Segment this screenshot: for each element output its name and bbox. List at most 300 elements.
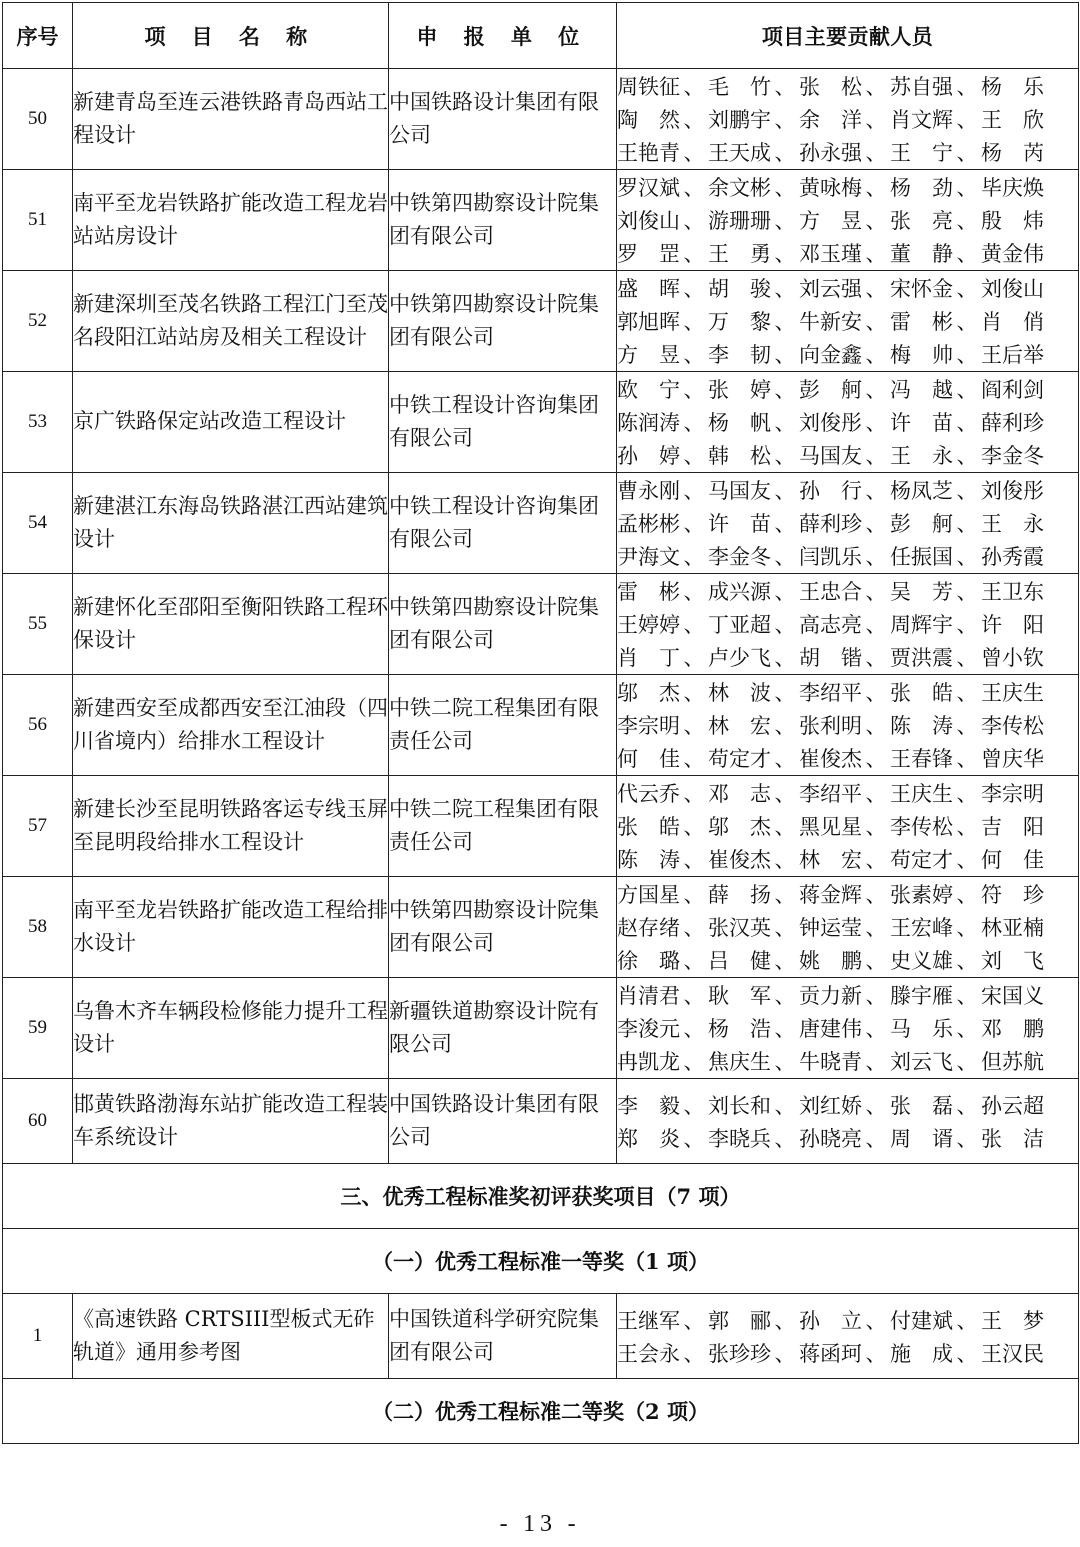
separator: 、 bbox=[774, 1341, 796, 1366]
page-number: - 13 - bbox=[499, 1511, 581, 1537]
contributor-name: 孟彬彬 bbox=[617, 512, 680, 536]
applicant-unit: 中铁第四勘察设计院集团有限公司 bbox=[389, 574, 617, 675]
contributor-line bbox=[617, 439, 1078, 472]
contributor-name: 蒋金辉 bbox=[799, 883, 862, 907]
project-name: 新建西安至成都西安至江油段（四川省境内）给排水工程设计 bbox=[73, 675, 389, 776]
contributor-name: 王艳青 bbox=[617, 141, 680, 165]
table-row bbox=[3, 1294, 1079, 1379]
contributor-name: 张 磊 bbox=[890, 1093, 953, 1118]
contributor-line bbox=[617, 373, 1078, 406]
row-number: 55 bbox=[3, 574, 73, 675]
row-number: 56 bbox=[3, 675, 73, 776]
separator: 、 bbox=[683, 815, 705, 839]
table-row bbox=[3, 473, 1079, 574]
project-name: 南平至龙岩铁路扩能改造工程给排水设计 bbox=[73, 877, 389, 978]
contributor-name: 梅 帅 bbox=[890, 343, 953, 367]
contributor-name: 李传松 bbox=[981, 714, 1044, 738]
separator: 、 bbox=[865, 613, 887, 637]
contributor-name: 曹永刚 bbox=[617, 479, 680, 503]
separator: 、 bbox=[683, 782, 705, 806]
contributor-name: 肖 俏 bbox=[981, 310, 1044, 334]
separator: 、 bbox=[774, 984, 796, 1008]
separator: 、 bbox=[865, 984, 887, 1008]
contributor-name: 马 乐 bbox=[890, 1017, 953, 1041]
contributor-name: 宋怀金 bbox=[890, 277, 953, 301]
contributors-cell bbox=[617, 978, 1079, 1079]
contributor-line bbox=[617, 878, 1078, 911]
contributor-name: 付建斌 bbox=[890, 1308, 953, 1333]
contributor-line bbox=[617, 944, 1078, 977]
separator: 、 bbox=[683, 108, 705, 132]
separator: 、 bbox=[865, 580, 887, 604]
contributor-name: 张 松 bbox=[799, 75, 862, 99]
contributor-name: 毛 竹 bbox=[708, 75, 771, 99]
contributor-name: 万 黎 bbox=[708, 310, 771, 334]
separator: 、 bbox=[683, 75, 705, 99]
contributor-name: 张 亮 bbox=[890, 209, 953, 233]
row-number: 60 bbox=[3, 1079, 73, 1164]
project-name: 新建深圳至茂名铁路工程江门至茂名段阳江站站房及相关工程设计 bbox=[73, 271, 389, 372]
contributor-name: 雷 彬 bbox=[617, 580, 680, 604]
contributor-name: 崔俊杰 bbox=[708, 848, 771, 872]
contributor-name: 王后举 bbox=[981, 343, 1044, 367]
separator: 、 bbox=[683, 545, 705, 569]
contributors-cell bbox=[617, 574, 1079, 675]
contributor-name: 卢少飞 bbox=[708, 646, 771, 670]
contributors-cell bbox=[617, 675, 1079, 776]
separator: 、 bbox=[774, 916, 796, 940]
contributor-name: 冯 越 bbox=[890, 378, 953, 402]
contributor-name: 杨 帆 bbox=[708, 411, 771, 435]
separator: 、 bbox=[865, 411, 887, 435]
separator: 、 bbox=[865, 1050, 887, 1074]
contributor-line bbox=[617, 136, 1078, 169]
contributor-name: 张素婷 bbox=[890, 883, 953, 907]
contributor-name: 何 佳 bbox=[617, 747, 680, 771]
contributor-line bbox=[617, 305, 1078, 338]
separator: 、 bbox=[683, 1050, 705, 1074]
separator: 、 bbox=[774, 646, 796, 670]
contributor-name: 张 婷 bbox=[708, 378, 771, 402]
separator: 、 bbox=[683, 580, 705, 604]
contributor-name: 李绍平 bbox=[799, 681, 862, 705]
contributor-line bbox=[617, 911, 1078, 944]
contributor-name: 李 韧 bbox=[708, 343, 771, 367]
separator: 、 bbox=[956, 141, 978, 165]
contributor-name: 任振国 bbox=[890, 545, 953, 569]
contributor-line bbox=[617, 641, 1078, 674]
separator: 、 bbox=[865, 343, 887, 367]
separator: 、 bbox=[774, 444, 796, 468]
contributor-name: 余 洋 bbox=[799, 108, 862, 132]
contributor-name: 许 苗 bbox=[708, 512, 771, 536]
contributor-name: 周辉宇 bbox=[890, 613, 953, 637]
subsection-second-prize: （二）优秀工程标准二等奖（2 项） bbox=[3, 1379, 1079, 1444]
separator: 、 bbox=[956, 1017, 978, 1041]
contributor-name: 陈润涛 bbox=[617, 411, 680, 435]
separator: 、 bbox=[774, 1050, 796, 1074]
subsection-first-prize-row bbox=[3, 1229, 1079, 1294]
table-row bbox=[3, 1079, 1079, 1164]
project-name: 新建青岛至连云港铁路青岛西站工程设计 bbox=[73, 69, 389, 170]
contributor-name: 方 昱 bbox=[617, 343, 680, 367]
contributor-name: 陶 然 bbox=[617, 108, 680, 132]
contributor-name: 高志亮 bbox=[799, 613, 862, 637]
project-name: 新建怀化至邵阳至衡阳铁路工程环保设计 bbox=[73, 574, 389, 675]
contributors-cell bbox=[617, 776, 1079, 877]
contributor-name: 苟定才 bbox=[708, 747, 771, 771]
separator: 、 bbox=[956, 479, 978, 503]
separator: 、 bbox=[956, 1093, 978, 1118]
separator: 、 bbox=[956, 916, 978, 940]
separator: 、 bbox=[956, 242, 978, 266]
separator: 、 bbox=[683, 141, 705, 165]
contributor-name: 邓 志 bbox=[708, 782, 771, 806]
separator: 、 bbox=[956, 883, 978, 907]
separator: 、 bbox=[774, 378, 796, 402]
separator: 、 bbox=[865, 1126, 887, 1151]
contributor-name: 贾洪震 bbox=[890, 646, 953, 670]
separator: 、 bbox=[774, 815, 796, 839]
contributor-line bbox=[617, 676, 1078, 709]
contributor-name: 罗 罡 bbox=[617, 242, 680, 266]
separator: 、 bbox=[956, 343, 978, 367]
project-name: 新建湛江东海岛铁路湛江西站建筑设计 bbox=[73, 473, 389, 574]
contributor-name: 吴 芳 bbox=[890, 580, 953, 604]
separator: 、 bbox=[865, 916, 887, 940]
separator: 、 bbox=[683, 949, 705, 973]
contributor-name: 胡 骏 bbox=[708, 277, 771, 301]
contributor-name: 郭 郦 bbox=[708, 1308, 771, 1333]
separator: 、 bbox=[774, 479, 796, 503]
contributor-line bbox=[617, 1088, 1078, 1121]
contributor-name: 杨 乐 bbox=[981, 75, 1044, 99]
row-number: 51 bbox=[3, 170, 73, 271]
contributor-name: 李宗明 bbox=[617, 714, 680, 738]
separator: 、 bbox=[683, 646, 705, 670]
contributor-name: 符 珍 bbox=[981, 883, 1044, 907]
contributor-line bbox=[617, 1012, 1078, 1045]
applicant-unit: 中国铁路设计集团有限公司 bbox=[389, 69, 617, 170]
separator: 、 bbox=[865, 747, 887, 771]
contributor-name: 邓 鹏 bbox=[981, 1017, 1044, 1041]
separator: 、 bbox=[865, 714, 887, 738]
project-name: 新建长沙至昆明铁路客运专线玉屏至昆明段给排水工程设计 bbox=[73, 776, 389, 877]
separator: 、 bbox=[865, 479, 887, 503]
contributor-name: 林 宏 bbox=[708, 714, 771, 738]
applicant-unit: 中铁第四勘察设计院集团有限公司 bbox=[389, 877, 617, 978]
separator: 、 bbox=[956, 815, 978, 839]
contributor-name: 杨凤芝 bbox=[890, 479, 953, 503]
contributor-name: 牛晓青 bbox=[799, 1050, 862, 1074]
contributor-name: 王会永 bbox=[617, 1341, 680, 1366]
contributor-name: 薛利珍 bbox=[981, 411, 1044, 435]
separator: 、 bbox=[956, 613, 978, 637]
contributor-name: 胡 锴 bbox=[799, 646, 862, 670]
separator: 、 bbox=[774, 782, 796, 806]
contributors-cell bbox=[617, 473, 1079, 574]
contributor-name: 史义雄 bbox=[890, 949, 953, 973]
contributor-name: 焦庆生 bbox=[708, 1050, 771, 1074]
contributor-name: 周 谞 bbox=[890, 1126, 953, 1151]
table-row bbox=[3, 372, 1079, 473]
contributor-name: 邬 杰 bbox=[617, 681, 680, 705]
separator: 、 bbox=[956, 848, 978, 872]
contributor-name: 李金冬 bbox=[981, 444, 1044, 468]
table-row bbox=[3, 574, 1079, 675]
contributor-name: 王卫东 bbox=[981, 580, 1044, 604]
contributor-line bbox=[617, 406, 1078, 439]
separator: 、 bbox=[956, 580, 978, 604]
separator: 、 bbox=[683, 714, 705, 738]
project-name: 邯黄铁路渤海东站扩能改造工程装车系统设计 bbox=[73, 1079, 389, 1164]
row-number: 50 bbox=[3, 69, 73, 170]
contributor-name: 黑见星 bbox=[799, 815, 862, 839]
row-number: 59 bbox=[3, 978, 73, 1079]
contributor-name: 吉 阳 bbox=[981, 815, 1044, 839]
separator: 、 bbox=[774, 310, 796, 334]
separator: 、 bbox=[774, 949, 796, 973]
separator: 、 bbox=[865, 141, 887, 165]
table-row bbox=[3, 675, 1079, 776]
applicant-unit: 中铁二院工程集团有限责任公司 bbox=[389, 776, 617, 877]
contributor-name: 邓玉瑾 bbox=[799, 242, 862, 266]
separator: 、 bbox=[956, 444, 978, 468]
separator: 、 bbox=[774, 512, 796, 536]
separator: 、 bbox=[683, 916, 705, 940]
contributor-name: 刘俊山 bbox=[981, 277, 1044, 301]
contributor-line bbox=[617, 70, 1078, 103]
contributors-cell bbox=[617, 372, 1079, 473]
contributor-name: 孙云超 bbox=[981, 1093, 1044, 1118]
contributor-name: 王宏峰 bbox=[890, 916, 953, 940]
contributor-name: 张 皓 bbox=[617, 815, 680, 839]
subsection-first-prize: （一）优秀工程标准一等奖（1 项） bbox=[3, 1229, 1079, 1294]
contributor-name: 闫凯乐 bbox=[799, 545, 862, 569]
contributor-name: 马国友 bbox=[799, 444, 862, 468]
applicant-unit: 中铁第四勘察设计院集团有限公司 bbox=[389, 170, 617, 271]
row-number: 1 bbox=[3, 1294, 73, 1379]
contributor-name: 施 成 bbox=[890, 1341, 953, 1366]
separator: 、 bbox=[683, 747, 705, 771]
separator: 、 bbox=[774, 1093, 796, 1118]
applicant-unit: 中铁工程设计咨询集团有限公司 bbox=[389, 473, 617, 574]
contributor-name: 李宗明 bbox=[981, 782, 1044, 806]
contributor-name: 游珊珊 bbox=[708, 209, 771, 233]
contributor-name: 孙 行 bbox=[799, 479, 862, 503]
applicant-unit: 中国铁路设计集团有限公司 bbox=[389, 1079, 617, 1164]
contributor-name: 刘俊彤 bbox=[799, 411, 862, 435]
separator: 、 bbox=[956, 646, 978, 670]
contributor-line bbox=[617, 237, 1078, 270]
separator: 、 bbox=[774, 545, 796, 569]
separator: 、 bbox=[865, 378, 887, 402]
table-row bbox=[3, 69, 1079, 170]
contributor-name: 向金鑫 bbox=[799, 343, 862, 367]
header-contributors: 项目主要贡献人员 bbox=[617, 3, 1079, 69]
contributor-name: 薛利珍 bbox=[799, 512, 862, 536]
contributor-name: 雷 彬 bbox=[890, 310, 953, 334]
contributor-name: 李传松 bbox=[890, 815, 953, 839]
contributor-name: 苏自强 bbox=[890, 75, 953, 99]
contributor-line bbox=[617, 507, 1078, 540]
contributors-cell bbox=[617, 271, 1079, 372]
contributor-name: 牛新安 bbox=[799, 310, 862, 334]
award-table bbox=[2, 2, 1079, 1444]
contributor-name: 唐建伟 bbox=[799, 1017, 862, 1041]
separator: 、 bbox=[865, 545, 887, 569]
separator: 、 bbox=[956, 1308, 978, 1333]
separator: 、 bbox=[956, 681, 978, 705]
contributor-name: 尹海文 bbox=[617, 545, 680, 569]
contributor-name: 盛 晖 bbox=[617, 277, 680, 301]
separator: 、 bbox=[774, 1308, 796, 1333]
contributor-name: 郭旭晖 bbox=[617, 310, 680, 334]
contributor-name: 马国友 bbox=[708, 479, 771, 503]
separator: 、 bbox=[683, 1017, 705, 1041]
separator: 、 bbox=[683, 277, 705, 301]
contributor-name: 王春锋 bbox=[890, 747, 953, 771]
separator: 、 bbox=[865, 444, 887, 468]
contributor-line bbox=[617, 474, 1078, 507]
separator: 、 bbox=[683, 512, 705, 536]
separator: 、 bbox=[865, 815, 887, 839]
separator: 、 bbox=[865, 277, 887, 301]
separator: 、 bbox=[683, 984, 705, 1008]
contributor-name: 王 梦 bbox=[981, 1308, 1044, 1333]
separator: 、 bbox=[956, 310, 978, 334]
separator: 、 bbox=[774, 1126, 796, 1151]
contributor-name: 殷 炜 bbox=[981, 209, 1044, 233]
contributor-name: 薛 扬 bbox=[708, 883, 771, 907]
separator: 、 bbox=[774, 75, 796, 99]
contributor-line bbox=[617, 575, 1078, 608]
contributor-line bbox=[617, 742, 1078, 775]
separator: 、 bbox=[956, 984, 978, 1008]
separator: 、 bbox=[774, 176, 796, 200]
separator: 、 bbox=[865, 176, 887, 200]
contributor-line bbox=[617, 103, 1078, 136]
contributor-name: 杨 芮 bbox=[981, 141, 1044, 165]
separator: 、 bbox=[956, 545, 978, 569]
contributor-name: 林 宏 bbox=[799, 848, 862, 872]
contributor-name: 张 洁 bbox=[981, 1126, 1044, 1151]
section-title: 三、优秀工程标准奖初评获奖项目（7 项） bbox=[3, 1164, 1079, 1229]
separator: 、 bbox=[956, 277, 978, 301]
contributor-name: 代云乔 bbox=[617, 782, 680, 806]
contributor-name: 蒋函珂 bbox=[799, 1341, 862, 1366]
contributor-name: 王忠合 bbox=[799, 580, 862, 604]
contributor-name: 李金冬 bbox=[708, 545, 771, 569]
contributor-line bbox=[617, 843, 1078, 876]
separator: 、 bbox=[774, 108, 796, 132]
contributor-name: 贡力新 bbox=[799, 984, 862, 1008]
contributor-name: 郑 炎 bbox=[617, 1126, 680, 1151]
separator: 、 bbox=[865, 949, 887, 973]
contributor-line bbox=[617, 810, 1078, 843]
contributor-name: 张利明 bbox=[799, 714, 862, 738]
separator: 、 bbox=[865, 782, 887, 806]
applicant-unit: 新疆铁道勘察设计院有限公司 bbox=[389, 978, 617, 1079]
contributor-name: 孙秀霞 bbox=[981, 545, 1044, 569]
header-unit: 申 报 单 位 bbox=[389, 3, 617, 69]
contributor-line bbox=[617, 608, 1078, 641]
contributor-name: 吕 健 bbox=[708, 949, 771, 973]
contributor-name: 耿 军 bbox=[708, 984, 771, 1008]
separator: 、 bbox=[774, 1017, 796, 1041]
contributor-name: 彭 舸 bbox=[890, 512, 953, 536]
separator: 、 bbox=[774, 343, 796, 367]
separator: 、 bbox=[774, 141, 796, 165]
separator: 、 bbox=[865, 242, 887, 266]
separator: 、 bbox=[956, 75, 978, 99]
row-number: 54 bbox=[3, 473, 73, 574]
row-number: 52 bbox=[3, 271, 73, 372]
contributor-name: 赵存绪 bbox=[617, 916, 680, 940]
table-row bbox=[3, 170, 1079, 271]
separator: 、 bbox=[956, 1341, 978, 1366]
separator: 、 bbox=[774, 613, 796, 637]
contributor-name: 李浚元 bbox=[617, 1017, 680, 1041]
separator: 、 bbox=[774, 883, 796, 907]
separator: 、 bbox=[683, 378, 705, 402]
separator: 、 bbox=[683, 242, 705, 266]
contributor-name: 曾小钦 bbox=[981, 646, 1044, 670]
contributor-name: 宋国义 bbox=[981, 984, 1044, 1008]
contributor-name: 冉凯龙 bbox=[617, 1050, 680, 1074]
project-name: 南平至龙岩铁路扩能改造工程龙岩站站房设计 bbox=[73, 170, 389, 271]
separator: 、 bbox=[683, 310, 705, 334]
row-number: 57 bbox=[3, 776, 73, 877]
table-row bbox=[3, 978, 1079, 1079]
contributor-name: 丁亚超 bbox=[708, 613, 771, 637]
contributor-name: 周铁征 bbox=[617, 75, 680, 99]
contributor-name: 许 苗 bbox=[890, 411, 953, 435]
separator: 、 bbox=[774, 848, 796, 872]
separator: 、 bbox=[956, 714, 978, 738]
contributor-name: 王 宁 bbox=[890, 141, 953, 165]
contributor-line bbox=[617, 1121, 1078, 1154]
subsection-second-prize-row bbox=[3, 1379, 1079, 1444]
row-number: 58 bbox=[3, 877, 73, 978]
project-name: 乌鲁木齐车辆段检修能力提升工程设计 bbox=[73, 978, 389, 1079]
separator: 、 bbox=[865, 75, 887, 99]
separator: 、 bbox=[865, 1308, 887, 1333]
separator: 、 bbox=[683, 883, 705, 907]
contributor-name: 姚 鹏 bbox=[799, 949, 862, 973]
contributor-name: 王 永 bbox=[981, 512, 1044, 536]
contributor-name: 陈 涛 bbox=[617, 848, 680, 872]
contributor-line bbox=[617, 272, 1078, 305]
contributor-name: 王汉民 bbox=[981, 1341, 1044, 1366]
separator: 、 bbox=[865, 310, 887, 334]
contributors-cell bbox=[617, 877, 1079, 978]
separator: 、 bbox=[865, 646, 887, 670]
separator: 、 bbox=[865, 512, 887, 536]
separator: 、 bbox=[683, 613, 705, 637]
contributor-name: 韩 松 bbox=[708, 444, 771, 468]
contributor-name: 钟运莹 bbox=[799, 916, 862, 940]
separator: 、 bbox=[774, 411, 796, 435]
separator: 、 bbox=[683, 1341, 705, 1366]
separator: 、 bbox=[865, 848, 887, 872]
applicant-unit: 中铁工程设计咨询集团有限公司 bbox=[389, 372, 617, 473]
contributor-name: 王 勇 bbox=[708, 242, 771, 266]
table-row bbox=[3, 776, 1079, 877]
contributor-name: 张汉英 bbox=[708, 916, 771, 940]
separator: 、 bbox=[683, 1126, 705, 1151]
separator: 、 bbox=[956, 747, 978, 771]
